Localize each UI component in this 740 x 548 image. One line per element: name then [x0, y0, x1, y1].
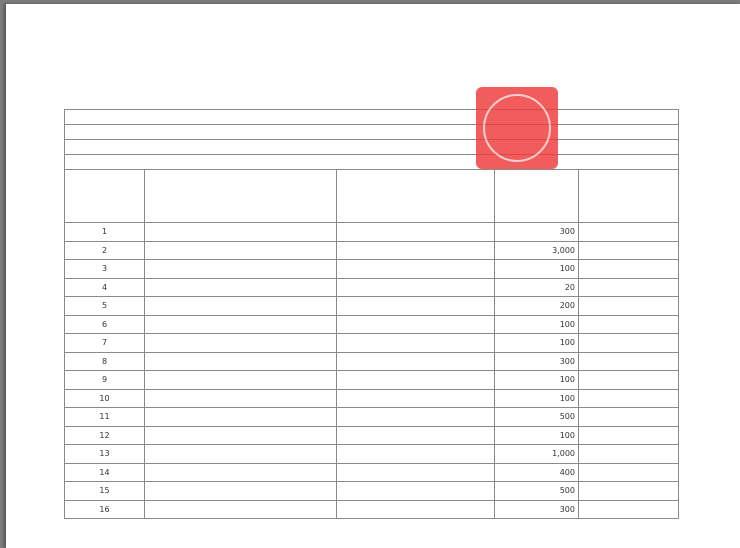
cell-date: [145, 278, 337, 297]
banner-line: [65, 110, 679, 125]
banner-line: [65, 125, 679, 140]
column-header-date: [145, 170, 337, 223]
table-row: [65, 315, 679, 334]
cell-note: [579, 241, 679, 260]
banner-line: [65, 140, 679, 155]
table-row: [65, 408, 679, 427]
table-body: [65, 223, 679, 519]
cell-name: [337, 334, 495, 353]
cell-no: 16: [65, 500, 145, 519]
official-seal-stamp: [476, 87, 558, 169]
cell-amount: 200: [495, 297, 579, 316]
cell-note: [579, 260, 679, 279]
cell-no: 15: [65, 482, 145, 501]
cell-name: [337, 445, 495, 464]
cell-no: 1: [65, 223, 145, 242]
table-row: [65, 389, 679, 408]
cell-date: [145, 408, 337, 427]
cell-name: [337, 371, 495, 390]
cell-no: 3: [65, 260, 145, 279]
cell-no: 9: [65, 371, 145, 390]
banner-row-1: [65, 110, 679, 125]
cell-date: [145, 500, 337, 519]
cell-amount: 3,000: [495, 241, 579, 260]
cell-name: [337, 260, 495, 279]
cell-date: [145, 334, 337, 353]
cell-date: [145, 241, 337, 260]
cell-note: [579, 500, 679, 519]
cell-name: [337, 315, 495, 334]
cell-date: [145, 463, 337, 482]
cell-date: [145, 389, 337, 408]
cell-no: 13: [65, 445, 145, 464]
cell-name: [337, 408, 495, 427]
cell-note: [579, 426, 679, 445]
cell-date: [145, 352, 337, 371]
cell-note: [579, 445, 679, 464]
cell-amount: 100: [495, 334, 579, 353]
cell-date: [145, 315, 337, 334]
cell-name: [337, 241, 495, 260]
cell-name: [337, 389, 495, 408]
table-row: [65, 223, 679, 242]
cell-amount: 1,000: [495, 445, 579, 464]
cell-no: 11: [65, 408, 145, 427]
table-row: [65, 241, 679, 260]
document-page: [6, 4, 740, 548]
cell-amount: 500: [495, 482, 579, 501]
column-header-amount: [495, 170, 579, 223]
cell-name: [337, 426, 495, 445]
cell-no: 8: [65, 352, 145, 371]
cell-note: [579, 352, 679, 371]
banner-row-3: [65, 140, 679, 155]
cell-note: [579, 389, 679, 408]
cell-name: [337, 500, 495, 519]
seal-ring: [483, 94, 551, 162]
cell-amount: 300: [495, 500, 579, 519]
column-header-name: [337, 170, 495, 223]
cell-date: [145, 426, 337, 445]
cell-amount: 20: [495, 278, 579, 297]
table-row: [65, 260, 679, 279]
cell-note: [579, 278, 679, 297]
cell-amount: 100: [495, 426, 579, 445]
cell-name: [337, 278, 495, 297]
cell-name: [337, 223, 495, 242]
cell-no: 6: [65, 315, 145, 334]
cell-no: 12: [65, 426, 145, 445]
table-row: [65, 426, 679, 445]
cell-date: [145, 445, 337, 464]
cell-note: [579, 315, 679, 334]
table-row: [65, 482, 679, 501]
cell-no: 2: [65, 241, 145, 260]
cell-note: [579, 297, 679, 316]
cell-name: [337, 482, 495, 501]
cell-amount: 300: [495, 223, 579, 242]
cell-name: [337, 297, 495, 316]
cell-note: [579, 408, 679, 427]
cell-note: [579, 482, 679, 501]
cell-amount: 500: [495, 408, 579, 427]
cell-amount: 400: [495, 463, 579, 482]
banner-row-2: [65, 125, 679, 140]
cell-amount: 300: [495, 352, 579, 371]
cell-date: [145, 371, 337, 390]
cell-name: [337, 352, 495, 371]
table-header-row: [65, 170, 679, 223]
table-row: [65, 500, 679, 519]
cell-no: 14: [65, 463, 145, 482]
cell-date: [145, 297, 337, 316]
cell-date: [145, 482, 337, 501]
banner-line: [65, 155, 679, 170]
cell-note: [579, 463, 679, 482]
table-row: [65, 278, 679, 297]
table-row: [65, 445, 679, 464]
donation-list-table: [64, 109, 679, 519]
table-row: [65, 371, 679, 390]
cell-note: [579, 223, 679, 242]
table-row: [65, 463, 679, 482]
cell-date: [145, 260, 337, 279]
cell-amount: 100: [495, 371, 579, 390]
cell-amount: 100: [495, 260, 579, 279]
table-row: [65, 352, 679, 371]
cell-date: [145, 223, 337, 242]
column-header-note: [579, 170, 679, 223]
cell-amount: 100: [495, 389, 579, 408]
banner-row-4: [65, 155, 679, 170]
table-row: [65, 334, 679, 353]
cell-note: [579, 371, 679, 390]
cell-no: 10: [65, 389, 145, 408]
cell-no: 4: [65, 278, 145, 297]
cell-no: 5: [65, 297, 145, 316]
cell-note: [579, 334, 679, 353]
cell-no: 7: [65, 334, 145, 353]
cell-amount: 100: [495, 315, 579, 334]
table-row: [65, 297, 679, 316]
column-header-no: [65, 170, 145, 223]
cell-name: [337, 463, 495, 482]
